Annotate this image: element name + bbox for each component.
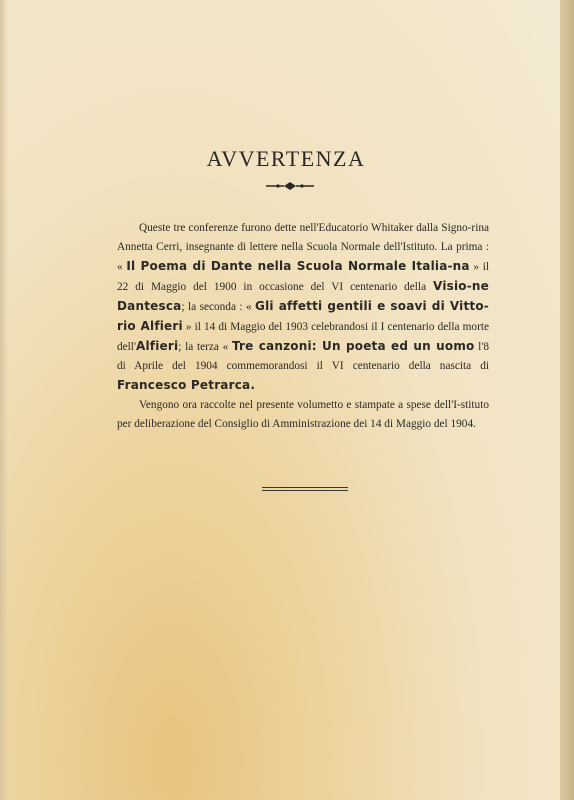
text-span: » il 14 di Maggio del 1903 celebrandosi il I centenario della morte dell' bbox=[117, 321, 489, 353]
notice-body bbox=[117, 219, 489, 434]
text-span: ; la seconda : « bbox=[181, 301, 256, 313]
paragraph-conferences bbox=[117, 219, 489, 396]
title-visione-dantesca: Visio-ne Dantesca bbox=[117, 279, 489, 313]
text-span: » il 22 di Maggio del 1900 in occasione del VI centenario della bbox=[117, 261, 489, 293]
title-alfieri-affetti: Gli affetti gentili e soavi di Vitto-rio Alfieri bbox=[117, 299, 489, 333]
page-edge bbox=[560, 0, 574, 800]
title-tre-canzoni: Tre canzoni: Un poeta ed un uomo bbox=[231, 339, 475, 353]
paragraph-publication: Vengono ora raccolte nel presente volumetto e stampate a spese dell'I-stituto per deliberazione del Consiglio di Amministrazione dei 14 di Maggio del 1904. bbox=[117, 399, 489, 430]
text-span: l'8 di Aprile del 1904 commemorandosi il VI centenario della nascita di bbox=[117, 341, 489, 372]
text-span: ; la terza « bbox=[178, 341, 232, 353]
closing-rule bbox=[262, 486, 348, 492]
text-span: Queste tre conferenze furono dette nell'Educatorio Whitaker dalla Signo-rina Annetta Cerri, insegnante di lettere nella Scuola Normale dell'Istituto. La prima : « bbox=[117, 222, 489, 273]
name-petrarca: Francesco Petrarca. bbox=[117, 378, 256, 392]
title-dante-poem: Il Poema di Dante nella Scuola Normale Italia-na bbox=[126, 259, 470, 273]
name-alfieri: Alfieri bbox=[135, 339, 179, 353]
page-gutter-shadow bbox=[0, 0, 8, 800]
page-title: AVVERTENZA bbox=[206, 146, 366, 171]
ornament-divider bbox=[264, 180, 316, 192]
